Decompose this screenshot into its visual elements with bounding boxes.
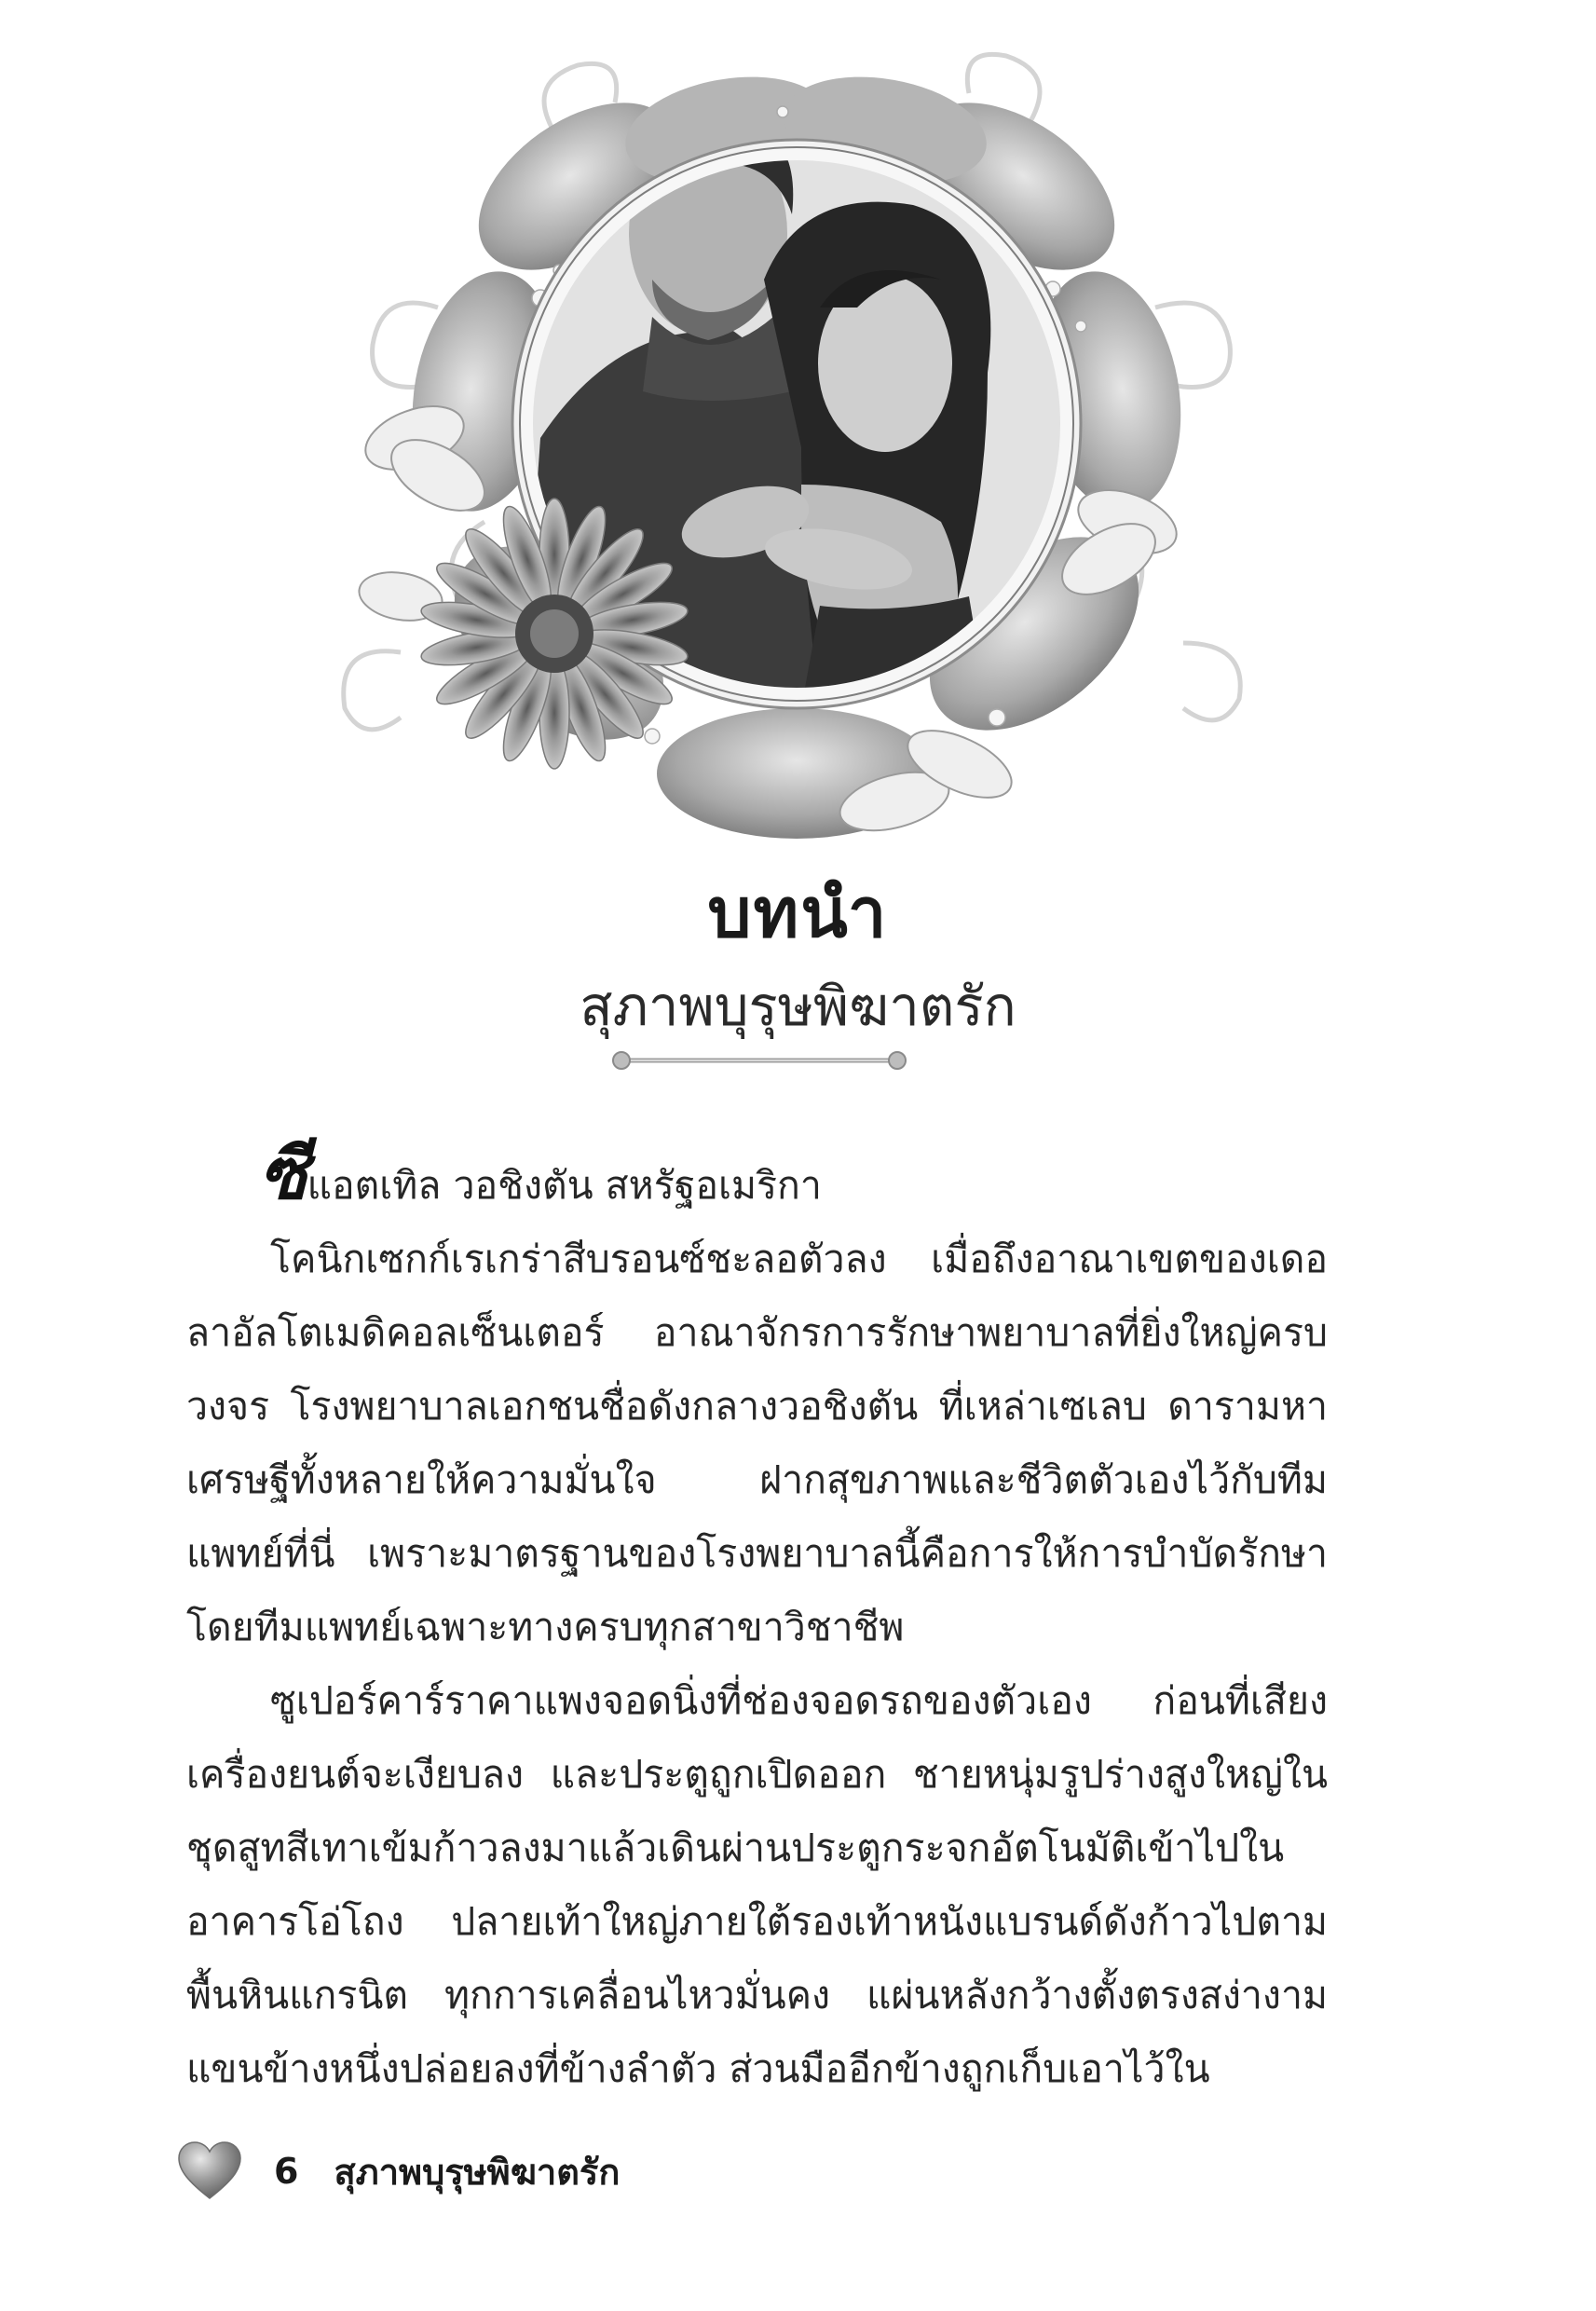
body-paragraph [186, 1132, 1328, 1223]
couple-portrait-illustration [0, 0, 1596, 867]
chapter-illustration [0, 0, 1596, 867]
heart-icon [177, 2140, 242, 2202]
page-number: 6 [274, 2151, 299, 2192]
running-title: สุภาพบุรุษพิฆาตรัก [334, 2151, 621, 2193]
page-footer [177, 2134, 620, 2208]
chapter-title: สุภาพบุรุษพิฆาตรัก [580, 975, 1016, 1038]
drop-cap: ซี [259, 1132, 307, 1215]
title-divider [610, 1046, 908, 1074]
chapter-body [186, 1132, 1328, 2106]
chapter-label: บทนำ [707, 873, 889, 953]
body-paragraph: ซูเปอร์คาร์ราคาแพงจอดนิ่งที่ช่องจอดรถของตัวเอง ก่อนที่เสียงเครื่องยนต์จะเงียบลง และประตูถูกเปิดออก ชายหนุ่มรูปร่างสูงใหญ่ในชุดสูทสีเทาเข้มก้าวลงมาแล้วเดินผ่านประตูกระจกอัตโนมัติเข้าไปในอาคารโอ่โถง ปลายเท้าใหญ่ภายใต้รองเท้าหนังแบรนด์ดังก้าวไปตามพื้นหินแกรนิต ทุกการเคลื่อนไหวมั่นคง แผ่นหลังกว้างตั้งตรงสง่างามแขนข้างหนึ่งปล่อยลงที่ข้างลำตัว ส่วนมืออีกข้างถูกเก็บเอาไว้ใน [186, 1678, 1328, 2091]
paragraph-text: แอตเทิล วอชิงตัน สหรัฐอเมริกา [307, 1163, 822, 1208]
body-paragraph: โคนิกเซกก์เรเกร่าสีบรอนซ์ชะลอตัวลง เมื่อถึงอาณาเขตของเดอลาอัลโตเมดิคอลเซ็นเตอร์ อาณาจักรการรักษาพยาบาลที่ยิ่งใหญ่ครบวงจร โรงพยาบาลเอกชนชื่อดังกลางวอชิงตัน ที่เหล่าเซเลบ ดารามหาเศรษฐีทั้งหลายให้ความมั่นใจ ฝากสุขภาพและชีวิตตัวเองไว้กับทีมแพทย์ที่นี่ เพราะมาตรฐานของโรงพยาบาลนี้คือการให้การบำบัดรักษาโดยทีมแพทย์เฉพาะทางครบทุกสาขาวิชาชีพ [186, 1237, 1328, 1649]
